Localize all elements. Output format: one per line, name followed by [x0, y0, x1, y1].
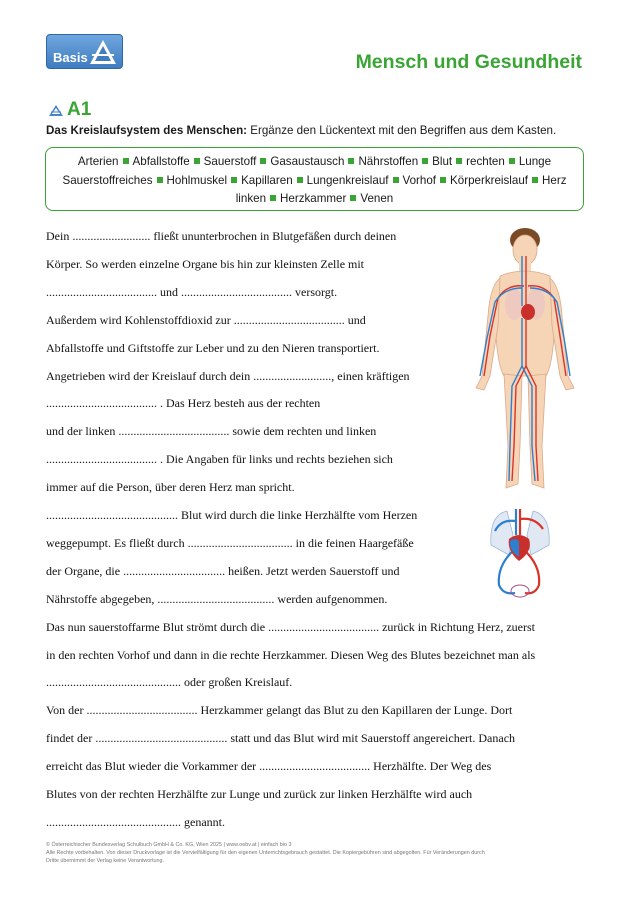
- circulatory-body-illustration: [462, 226, 587, 496]
- task-level-icon: [48, 104, 64, 117]
- word-box-term: rechten: [466, 155, 505, 168]
- text-line: Von der ..................................... Herzkammer gelangt das Blut zu den Kapillaren der Lunge. Dort: [46, 703, 513, 718]
- text-line: ..................................... . Das Herz besteh aus der rechten: [46, 396, 321, 411]
- basis-logo: [46, 34, 123, 69]
- green-square-separator: [270, 195, 276, 201]
- word-box-term: Lunge: [518, 155, 552, 168]
- text-line: weggepumpt. Es fließt durch ................................... in die feinen Haargefäße: [46, 535, 414, 550]
- text-line: der Organe, die .................................. heißen. Jetzt werden Sauerstoff und: [46, 563, 400, 578]
- task-instruction: [46, 124, 556, 137]
- word-box: [45, 147, 584, 211]
- logo-text: Basis: [53, 50, 88, 65]
- word-box-term: Herzkammer: [280, 192, 347, 205]
- page-title: Mensch und Gesundheit: [355, 51, 582, 73]
- word-box-term: Herz: [542, 173, 567, 187]
- green-square-separator: [260, 158, 266, 164]
- text-line: erreicht das Blut wieder die Vorkammer der ..................................... Herzhälfte. Der Weg des: [46, 759, 492, 774]
- green-square-separator: [231, 177, 237, 183]
- word-box-term: Vorhof: [402, 173, 437, 187]
- footer-copyright: © Österreichischer Bundesverlag Schulbuch GmbH & Co. KG, Wien 2025 | www.oebv.at | einfach bio 3: [46, 842, 292, 848]
- word-box-term: Gasaustausch: [270, 155, 345, 168]
- text-line: Blutes von der rechten Herzhälfte zur Lunge und zurück zur linken Herzhälfte wird auch: [46, 787, 473, 801]
- word-box-term: Abfallstoffe: [132, 155, 190, 168]
- footer: [46, 841, 586, 865]
- text-line: ............................................. oder großen Kreislauf.: [46, 675, 293, 690]
- word-box-term: Venen: [360, 192, 394, 205]
- word-box-term: Hohlmuskel: [166, 173, 228, 187]
- text-line: Das nun sauerstoffarme Blut strömt durch die ..................................... zurück in Richtung Herz, zuerst: [46, 619, 536, 634]
- word-box-term: Körperkreislauf: [450, 173, 529, 187]
- word-box-term: Sauerstoff: [203, 155, 257, 168]
- text-line: und der linken ..................................... sowie dem rechten und linken: [46, 424, 377, 439]
- green-square-separator: [456, 158, 462, 164]
- footer-responsibility: Dritte übernimmt der Verlag keine Verantwortung.: [46, 858, 165, 864]
- text-line: Dein .......................... fließt ununterbrochen in Blutgefäßen durch deinen: [46, 229, 397, 243]
- pyramid-icon: [88, 38, 118, 66]
- text-line: ..................................... . Die Angaben für links und rechts beziehen sich: [46, 452, 393, 467]
- word-box-row: [46, 190, 583, 209]
- green-square-separator: [532, 177, 538, 183]
- word-box-term: Blut: [432, 155, 453, 168]
- text-line: Angetrieben wird der Kreislauf durch dein .........................., einen kräftigen: [46, 368, 410, 383]
- text-line: ............................................ Blut wird durch die linke Herzhälfte vom Herzen: [46, 508, 418, 522]
- word-box-term: Nährstoffen: [358, 155, 419, 168]
- word-box-term: Arterien: [77, 155, 119, 168]
- text-line: Außerdem wird Kohlenstoffdioxid zur ..................................... und: [46, 312, 366, 327]
- heart-lung-circulation-illustration: [485, 505, 555, 600]
- word-box-term: Kapillaren: [241, 173, 293, 187]
- green-square-separator: [157, 177, 163, 183]
- green-square-separator: [348, 158, 354, 164]
- word-box-row: [46, 153, 583, 172]
- green-square-separator: [393, 177, 399, 183]
- task-instruction-text: Ergänze den Lückentext mit den Begriffen aus dem Kasten.: [247, 124, 557, 137]
- green-square-separator: [509, 158, 515, 164]
- text-line: immer auf die Person, über deren Herz man spricht.: [46, 480, 295, 495]
- green-square-separator: [350, 195, 356, 201]
- green-square-separator: [422, 158, 428, 164]
- text-line: Abfallstoffe und Giftstoffe zur Leber und zu den Nieren transportiert.: [46, 340, 380, 355]
- word-box-term: linken: [235, 192, 267, 205]
- word-box-term: Lungenkreislauf: [306, 173, 389, 187]
- footer-rights: Alle Rechte vorbehalten. Von dieser Druckvorlage ist die Vervielfältigung für den eigenen Unterrichtsgebrauch gestattet. Die Kopiergebühren sind abgegolten. Für Veränderungen durch: [46, 850, 485, 856]
- word-box-term: Sauerstoffreiches: [62, 173, 153, 187]
- word-box-row: [46, 172, 583, 191]
- green-square-separator: [297, 177, 303, 183]
- task-label: A1: [67, 99, 92, 120]
- text-line: Nährstoffe abgegeben, ....................................... werden aufgenommen.: [46, 591, 388, 606]
- green-square-separator: [440, 177, 446, 183]
- text-line: ..................................... und ..................................... versorgt.: [46, 284, 338, 299]
- green-square-separator: [123, 158, 129, 164]
- green-square-separator: [194, 158, 200, 164]
- task-title: Das Kreislaufsystem des Menschen:: [46, 124, 248, 137]
- text-line: Körper. So werden einzelne Organe bis hin zur kleinsten Zelle mit: [46, 256, 365, 271]
- text-line: in den rechten Vorhof und dann in die rechte Herzkammer. Diesen Weg des Blutes bezeichnet man als: [46, 647, 536, 662]
- text-line: findet der ............................................ statt und das Blut wird mit Sauerstoff angereichert. Danach: [46, 731, 516, 746]
- text-line: ............................................. genannt.: [46, 814, 225, 829]
